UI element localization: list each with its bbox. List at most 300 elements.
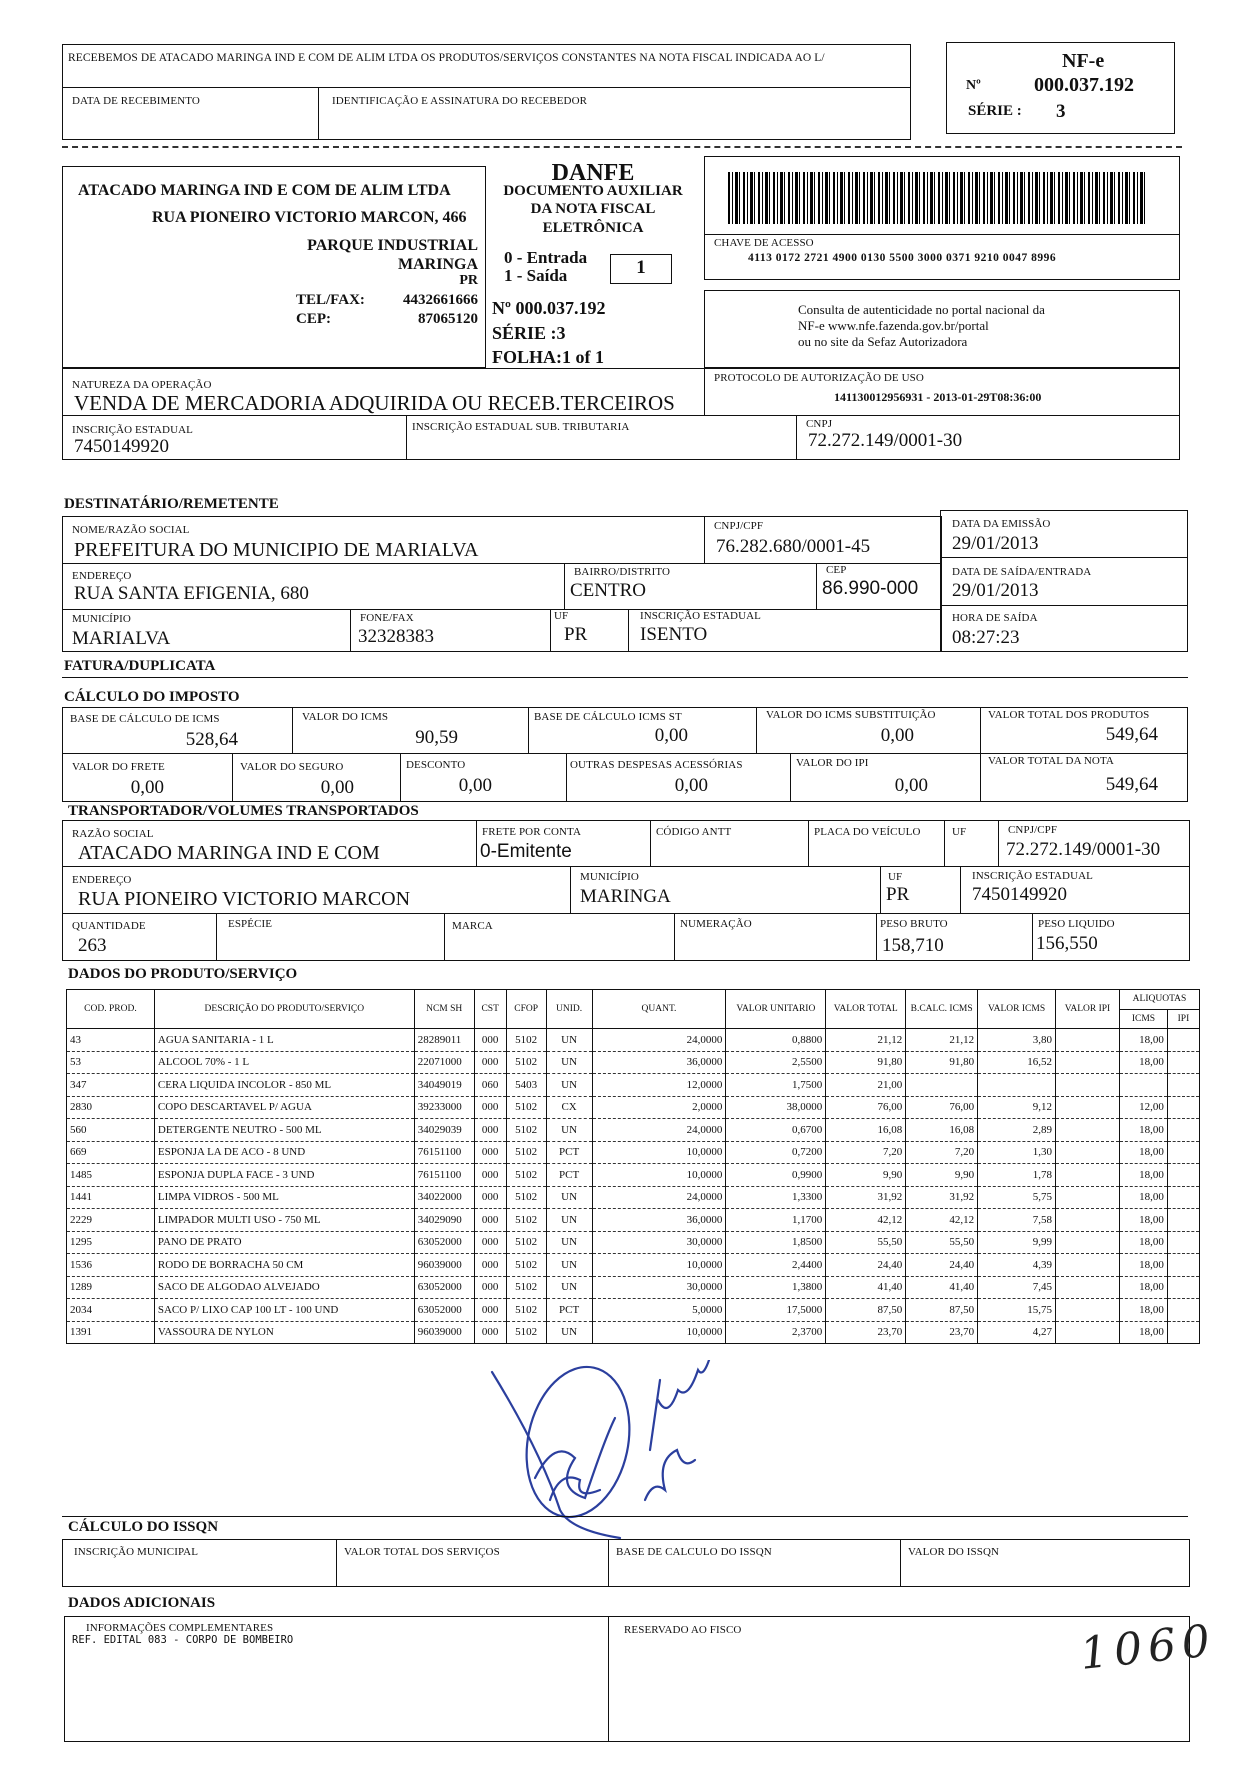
table-cell: CERA LIQUIDA INCOLOR - 850 ML <box>154 1074 414 1097</box>
table-cell: 63052000 <box>414 1276 474 1299</box>
dest-hora-label: HORA DE SAÍDA <box>952 612 1038 624</box>
table-cell: 18,00 <box>1119 1321 1167 1344</box>
table-cell: 1485 <box>67 1164 155 1187</box>
dest-hora-value: 08:27:23 <box>952 627 1020 648</box>
valor-icms-value: 90,59 <box>415 727 458 748</box>
issqn-section: CÁLCULO DO ISSQN <box>68 1519 219 1535</box>
emitente-tel-label: TEL/FAX: <box>296 292 365 308</box>
table-row <box>67 1051 1200 1074</box>
table-row <box>67 1186 1200 1209</box>
fatura-section: FATURA/DUPLICATA <box>64 658 216 674</box>
table-cell: 5,0000 <box>592 1299 726 1322</box>
table-row <box>67 1254 1200 1277</box>
table-cell: 36,0000 <box>592 1209 726 1232</box>
table-cell: 96039000 <box>414 1321 474 1344</box>
table-cell: 3,80 <box>978 1029 1056 1052</box>
cnpj-emitente-label: CNPJ <box>806 418 833 430</box>
table-cell: 55,50 <box>906 1231 978 1254</box>
table-cell <box>1167 1321 1199 1344</box>
dest-municipio-label: MUNICÍPIO <box>72 613 131 625</box>
table-cell: 10,0000 <box>592 1141 726 1164</box>
tr-v7 <box>880 866 881 913</box>
nfe-no-value: 000.037.192 <box>1034 74 1134 96</box>
table-cell: 18,00 <box>1119 1119 1167 1142</box>
adicionais-section: DADOS ADICIONAIS <box>68 1595 216 1611</box>
tr-ie-label: INSCRIÇÃO ESTADUAL <box>972 870 1094 882</box>
destinatario-section: DESTINATÁRIO/REMETENTE <box>64 496 279 512</box>
signature <box>480 1360 720 1540</box>
table-cell: 5102 <box>506 1321 546 1344</box>
outras-label: OUTRAS DESPESAS ACESSÓRIAS <box>570 759 743 771</box>
table-cell: 24,40 <box>826 1254 906 1277</box>
table-cell: 1,78 <box>978 1164 1056 1187</box>
table-cell: 2034 <box>67 1299 155 1322</box>
issqn-im-label: INSCRIÇÃO MUNICIPAL <box>74 1546 199 1558</box>
table-cell: 21,12 <box>906 1029 978 1052</box>
th-unid: UNID. <box>546 990 592 1029</box>
table-cell: 7,20 <box>906 1141 978 1164</box>
table-cell: PCT <box>546 1164 592 1187</box>
tr-h2 <box>62 913 1190 914</box>
table-cell: AGUA SANITARIA - 1 L <box>154 1029 414 1052</box>
dest-emissao-label: DATA DA EMISSÃO <box>952 518 1051 530</box>
danfe-folha: FOLHA:1 of 1 <box>492 347 604 367</box>
cut-line <box>62 146 1182 148</box>
table-cell: 1295 <box>67 1231 155 1254</box>
nfe-serie-label: SÉRIE : <box>968 103 1022 119</box>
table-cell: 5102 <box>506 1231 546 1254</box>
tr-ie-value: 7450149920 <box>972 884 1067 905</box>
table-cell: UN <box>546 1186 592 1209</box>
table-cell: SACO DE ALGODAO ALVEJADO <box>154 1276 414 1299</box>
table-cell: 87,50 <box>906 1299 978 1322</box>
table-cell: 1,1700 <box>726 1209 826 1232</box>
table-cell: COPO DESCARTAVEL P/ AGUA <box>154 1096 414 1119</box>
dest-hdiv-r2 <box>940 605 1188 606</box>
nfe-serie-value: 3 <box>1056 101 1066 122</box>
table-cell: 34022000 <box>414 1186 474 1209</box>
imp-v5 <box>232 753 233 802</box>
table-cell: 76151100 <box>414 1141 474 1164</box>
valor-st-value: 0,00 <box>880 725 914 746</box>
table-cell: ESPONJA LA DE ACO - 8 UND <box>154 1141 414 1164</box>
tr-frete-value: 0-Emitente <box>480 841 572 862</box>
th-vtotal: VALOR TOTAL <box>826 990 906 1029</box>
table-cell: 5102 <box>506 1141 546 1164</box>
table-cell: 5102 <box>506 1096 546 1119</box>
table-cell: 1,7500 <box>726 1074 826 1097</box>
dest-municipio-value: MARIALVA <box>72 628 171 649</box>
ipi-value: 0,00 <box>894 775 928 796</box>
table-cell: 0,7200 <box>726 1141 826 1164</box>
table-cell: 63052000 <box>414 1299 474 1322</box>
emitente-city: MARINGA <box>398 256 478 273</box>
table-cell: 5102 <box>506 1254 546 1277</box>
tr-uf-label: UF <box>952 826 967 838</box>
table-cell: VASSOURA DE NYLON <box>154 1321 414 1344</box>
table-cell: 5102 <box>506 1051 546 1074</box>
imposto-hdiv <box>62 753 1188 754</box>
desconto-value: 0,00 <box>458 775 492 796</box>
table-cell: 10,0000 <box>592 1321 726 1344</box>
table-cell: 000 <box>474 1051 506 1074</box>
table-cell: 31,92 <box>826 1186 906 1209</box>
table-cell: 5102 <box>506 1119 546 1142</box>
table-cell: 87,50 <box>826 1299 906 1322</box>
table-cell: 5102 <box>506 1209 546 1232</box>
dest-bairro-label: BAIRRO/DISTRITO <box>574 566 671 578</box>
emitente-state: PR <box>459 273 478 288</box>
table-cell: 18,00 <box>1119 1164 1167 1187</box>
tr-h1 <box>62 866 1190 867</box>
table-cell: 30,0000 <box>592 1276 726 1299</box>
canhoto-divider <box>62 87 911 88</box>
table-cell: 28289011 <box>414 1029 474 1052</box>
tr-razao-value: ATACADO MARINGA IND E COM <box>78 842 380 864</box>
tr-numeracao-label: NUMERAÇÃO <box>680 918 752 930</box>
table-cell: 000 <box>474 1186 506 1209</box>
table-cell <box>1167 1299 1199 1322</box>
tr-especie-label: ESPÉCIE <box>228 918 273 930</box>
table-cell: SACO P/ LIXO CAP 100 LT - 100 UND <box>154 1299 414 1322</box>
table-row <box>67 1209 1200 1232</box>
dest-cep-value: 86.990-000 <box>822 578 919 599</box>
table-cell <box>1056 1051 1120 1074</box>
table-row <box>67 1141 1200 1164</box>
table-cell: 7,45 <box>978 1276 1056 1299</box>
canhoto-vdivider <box>318 87 319 140</box>
table-cell: UN <box>546 1254 592 1277</box>
table-cell <box>1167 1074 1199 1097</box>
dest-vdiv-ie <box>628 609 629 652</box>
table-cell: 18,00 <box>1119 1186 1167 1209</box>
emitente-address: RUA PIONEIRO VICTORIO MARCON, 466 <box>152 209 467 226</box>
danfe-serie: SÉRIE :3 <box>492 323 566 343</box>
table-cell: 0,8800 <box>726 1029 826 1052</box>
table-cell: UN <box>546 1276 592 1299</box>
tr-cnpj-label: CNPJ/CPF <box>1008 824 1058 836</box>
tr-v8 <box>960 866 961 913</box>
dest-endereco-label: ENDEREÇO <box>72 570 132 582</box>
table-cell: 15,75 <box>978 1299 1056 1322</box>
issqn-base-label: BASE DE CALCULO DO ISSQN <box>616 1546 772 1558</box>
nfe-title: NF-e <box>1062 50 1105 72</box>
table-cell: 2,3700 <box>726 1321 826 1344</box>
table-cell <box>1119 1074 1167 1097</box>
table-cell: 63052000 <box>414 1231 474 1254</box>
canhoto-text: RECEBEMOS DE ATACADO MARINGA IND E COM DE ALIM LTDA OS PRODUTOS/SERVIÇOS CONSTANTES NA NOTA FISCAL INDICADA AO L/ <box>68 52 825 64</box>
ie-value: 7450149920 <box>74 436 169 457</box>
table-cell: 2,5500 <box>726 1051 826 1074</box>
table-cell: 000 <box>474 1096 506 1119</box>
table-cell <box>1056 1276 1120 1299</box>
dest-bairro-value: CENTRO <box>570 580 646 601</box>
ie-vdivider <box>406 415 407 460</box>
valor-icms-label: VALOR DO ICMS <box>302 711 389 723</box>
dest-fone-label: FONE/FAX <box>360 612 414 624</box>
chave-label: CHAVE DE ACESSO <box>714 237 814 249</box>
table-cell: UN <box>546 1209 592 1232</box>
emitente-cep-value: 87065120 <box>418 311 478 327</box>
table-cell: 18,00 <box>1119 1276 1167 1299</box>
dest-uf-value: PR <box>564 624 588 645</box>
table-cell: ESPONJA DUPLA FACE - 3 UND <box>154 1164 414 1187</box>
tr-bruto-value: 158,710 <box>882 935 944 956</box>
table-cell: 000 <box>474 1164 506 1187</box>
table-cell <box>1167 1051 1199 1074</box>
tr-qtd-label: QUANTIDADE <box>72 920 146 932</box>
iest-label: INSCRIÇÃO ESTADUAL SUB. TRIBUTARIA <box>412 421 630 433</box>
table-cell: UN <box>546 1074 592 1097</box>
table-row <box>67 1276 1200 1299</box>
table-cell: UN <box>546 1231 592 1254</box>
table-cell <box>1056 1321 1120 1344</box>
table-cell: 1536 <box>67 1254 155 1277</box>
table-cell: 24,0000 <box>592 1029 726 1052</box>
table-cell: LIMPA VIDROS - 500 ML <box>154 1186 414 1209</box>
issqn-top-line <box>62 1516 1188 1517</box>
table-cell: 000 <box>474 1029 506 1052</box>
tr-v11 <box>674 913 675 961</box>
table-cell <box>1167 1164 1199 1187</box>
table-cell: 000 <box>474 1119 506 1142</box>
table-cell: 18,00 <box>1119 1231 1167 1254</box>
consulta-line-1: Consulta de autenticidade no portal nacional da <box>798 302 1045 317</box>
barcode-icon <box>728 172 1148 224</box>
table-cell: 12,0000 <box>592 1074 726 1097</box>
table-cell <box>1056 1119 1120 1142</box>
tr-v1 <box>476 820 477 866</box>
tr-placa-label: PLACA DO VEÍCULO <box>814 826 921 838</box>
table-cell: UN <box>546 1321 592 1344</box>
table-cell: 16,52 <box>978 1051 1056 1074</box>
tr-v3 <box>808 820 809 866</box>
dest-hdiv-2 <box>62 609 942 610</box>
table-cell: 21,00 <box>826 1074 906 1097</box>
table-cell: 18,00 <box>1119 1051 1167 1074</box>
danfe-tipo: 1 <box>636 257 646 278</box>
table-cell: 060 <box>474 1074 506 1097</box>
table-cell: 2229 <box>67 1209 155 1232</box>
table-cell: 7,58 <box>978 1209 1056 1232</box>
table-row <box>67 1164 1200 1187</box>
dest-cnpj-value: 76.282.680/0001-45 <box>716 536 871 557</box>
imposto-section: CÁLCULO DO IMPOSTO <box>64 689 240 705</box>
tr-antt-label: CÓDIGO ANTT <box>656 826 732 838</box>
tr-v2 <box>650 820 651 866</box>
table-cell: 5102 <box>506 1299 546 1322</box>
dest-emissao-value: 29/01/2013 <box>952 533 1039 554</box>
table-row <box>67 1096 1200 1119</box>
table-row <box>67 1119 1200 1142</box>
table-cell: 23,70 <box>826 1321 906 1344</box>
table-cell: 000 <box>474 1299 506 1322</box>
tr-endereco-label: ENDEREÇO <box>72 874 132 886</box>
dest-vdiv-uf <box>550 609 551 652</box>
table-cell: ALCOOL 70% - 1 L <box>154 1051 414 1074</box>
table-cell: 53 <box>67 1051 155 1074</box>
table-cell: UN <box>546 1119 592 1142</box>
table-cell: 0,6700 <box>726 1119 826 1142</box>
table-cell: 18,00 <box>1119 1029 1167 1052</box>
th-cfop: CFOP <box>506 990 546 1029</box>
table-cell: RODO DE BORRACHA 50 CM <box>154 1254 414 1277</box>
imp-v1 <box>292 707 293 753</box>
table-cell: 34029039 <box>414 1119 474 1142</box>
total-nota-value: 549,64 <box>1105 774 1158 795</box>
table-cell: 347 <box>67 1074 155 1097</box>
tr-v4 <box>944 820 945 866</box>
imp-v6 <box>400 753 401 802</box>
info-value: REF. EDITAL 083 - CORPO DE BOMBEIRO <box>72 1634 294 1646</box>
th-aliq-icms: ICMS <box>1119 1009 1167 1029</box>
table-cell: DETERGENTE NEUTRO - 500 ML <box>154 1119 414 1142</box>
table-cell: 669 <box>67 1141 155 1164</box>
table-cell: 39233000 <box>414 1096 474 1119</box>
table-cell: 41,40 <box>906 1276 978 1299</box>
produtos-table <box>66 989 1200 1344</box>
table-cell: 38,0000 <box>726 1096 826 1119</box>
transportador-section: TRANSPORTADOR/VOLUMES TRANSPORTADOS <box>68 803 419 819</box>
table-cell: 1441 <box>67 1186 155 1209</box>
table-cell: 1,30 <box>978 1141 1056 1164</box>
imp-v8 <box>790 753 791 802</box>
table-cell: UN <box>546 1051 592 1074</box>
tr-v6 <box>570 866 571 913</box>
desconto-label: DESCONTO <box>406 759 466 771</box>
tr-v10 <box>444 913 445 961</box>
emitente-tel-value: 4432661666 <box>403 292 478 308</box>
dest-ie-label: INSCRIÇÃO ESTADUAL <box>640 610 762 622</box>
table-cell <box>1056 1231 1120 1254</box>
tr-municipio-value: MARINGA <box>580 886 671 907</box>
table-cell: 4,27 <box>978 1321 1056 1344</box>
table-cell <box>1167 1096 1199 1119</box>
table-cell: 9,99 <box>978 1231 1056 1254</box>
table-cell: 4,39 <box>978 1254 1056 1277</box>
dest-nome-label: NOME/RAZÃO SOCIAL <box>72 524 190 536</box>
table-cell: 5102 <box>506 1276 546 1299</box>
table-cell: 10,0000 <box>592 1164 726 1187</box>
tr-liquido-value: 156,550 <box>1036 933 1098 954</box>
danfe-entrada: 0 - Entrada <box>504 248 588 267</box>
dest-endereco-value: RUA SANTA EFIGENIA, 680 <box>74 583 309 604</box>
table-cell <box>1056 1186 1120 1209</box>
tr-marca-label: MARCA <box>452 920 493 932</box>
table-cell: 5403 <box>506 1074 546 1097</box>
natureza-label: NATUREZA DA OPERAÇÃO <box>72 379 212 391</box>
total-prod-value: 549,64 <box>1105 724 1158 745</box>
th-quant: QUANT. <box>592 990 726 1029</box>
imp-v3 <box>756 707 757 753</box>
handwritten-number: 1060 <box>1077 1615 1219 1680</box>
th-vunit: VALOR UNITARIO <box>726 990 826 1029</box>
table-cell: 5,75 <box>978 1186 1056 1209</box>
table-cell: 16,08 <box>826 1119 906 1142</box>
dest-cep-label: CEP <box>826 564 847 576</box>
table-cell: 34049019 <box>414 1074 474 1097</box>
table-cell <box>1167 1186 1199 1209</box>
base-icms-value: 528,64 <box>185 729 238 750</box>
table-cell: 000 <box>474 1254 506 1277</box>
table-cell: 2,4400 <box>726 1254 826 1277</box>
imp-v2 <box>528 707 529 753</box>
table-cell: 76,00 <box>906 1096 978 1119</box>
protocolo-label: PROTOCOLO DE AUTORIZAÇÃO DE USO <box>714 372 924 384</box>
table-cell: 0,9900 <box>726 1164 826 1187</box>
table-cell: 1391 <box>67 1321 155 1344</box>
chave-divider <box>704 234 1180 235</box>
table-cell: 91,80 <box>826 1051 906 1074</box>
table-cell: PCT <box>546 1141 592 1164</box>
table-cell <box>1056 1029 1120 1052</box>
table-cell: 24,40 <box>906 1254 978 1277</box>
emitente-name: ATACADO MARINGA IND E COM DE ALIM LTDA <box>78 182 451 199</box>
produtos-section: DADOS DO PRODUTO/SERVIÇO <box>68 966 298 982</box>
danfe-saida: 1 - Saída <box>504 266 568 285</box>
table-row <box>67 1074 1200 1097</box>
danfe-subtitle-3: ELETRÔNICA <box>542 220 644 236</box>
table-cell: 34029090 <box>414 1209 474 1232</box>
table-cell <box>1167 1231 1199 1254</box>
table-cell: 42,12 <box>906 1209 978 1232</box>
table-cell <box>1167 1276 1199 1299</box>
seguro-label: VALOR DO SEGURO <box>240 761 344 773</box>
chave-value: 4113 0172 2721 4900 0130 5500 3000 0371 9210 0047 8996 <box>748 252 1057 264</box>
table-row <box>67 1231 1200 1254</box>
table-cell: 1,3800 <box>726 1276 826 1299</box>
table-cell: 000 <box>474 1231 506 1254</box>
th-cst: CST <box>474 990 506 1029</box>
table-cell <box>1056 1074 1120 1097</box>
table-cell: 91,80 <box>906 1051 978 1074</box>
th-desc: DESCRIÇÃO DO PRODUTO/SERVIÇO <box>154 990 414 1029</box>
base-st-value: 0,00 <box>654 725 688 746</box>
data-recebimento-label: DATA DE RECEBIMENTO <box>72 95 200 107</box>
table-cell: 55,50 <box>826 1231 906 1254</box>
table-cell: 2,89 <box>978 1119 1056 1142</box>
table-cell: 18,00 <box>1119 1141 1167 1164</box>
table-cell: 18,00 <box>1119 1209 1167 1232</box>
issqn-vts-label: VALOR TOTAL DOS SERVIÇOS <box>344 1546 500 1558</box>
dest-vdiv-bairro <box>564 563 565 609</box>
table-cell: 76151100 <box>414 1164 474 1187</box>
th-aliq: ALIQUOTAS <box>1119 990 1199 1010</box>
table-cell: 1,8500 <box>726 1231 826 1254</box>
dest-uf-label: UF <box>554 610 569 622</box>
dest-vdiv-cep <box>816 563 817 609</box>
danfe-subtitle-2: DA NOTA FISCAL <box>530 201 656 217</box>
tr-v9 <box>216 913 217 961</box>
dest-cnpj-label: CNPJ/CPF <box>714 520 764 532</box>
danfe-numero: Nº 000.037.192 <box>492 298 606 318</box>
table-cell: 76,00 <box>826 1096 906 1119</box>
dest-saida-label: DATA DE SAÍDA/ENTRADA <box>952 566 1092 578</box>
th-vicms: VALOR ICMS <box>978 990 1056 1029</box>
ie-label: INSCRIÇÃO ESTADUAL <box>72 424 194 436</box>
table-cell: PCT <box>546 1299 592 1322</box>
table-cell <box>978 1074 1056 1097</box>
tr-uf2-label: UF <box>888 871 903 883</box>
base-icms-label: BASE DE CÁLCULO DE ICMS <box>70 713 220 725</box>
table-cell: 21,12 <box>826 1029 906 1052</box>
dest-nome-value: PREFEITURA DO MUNICIPIO DE MARIALVA <box>74 539 479 561</box>
table-cell: 000 <box>474 1209 506 1232</box>
table-cell: 18,00 <box>1119 1299 1167 1322</box>
table-cell: 2830 <box>67 1096 155 1119</box>
table-cell <box>906 1074 978 1097</box>
table-cell <box>1167 1209 1199 1232</box>
